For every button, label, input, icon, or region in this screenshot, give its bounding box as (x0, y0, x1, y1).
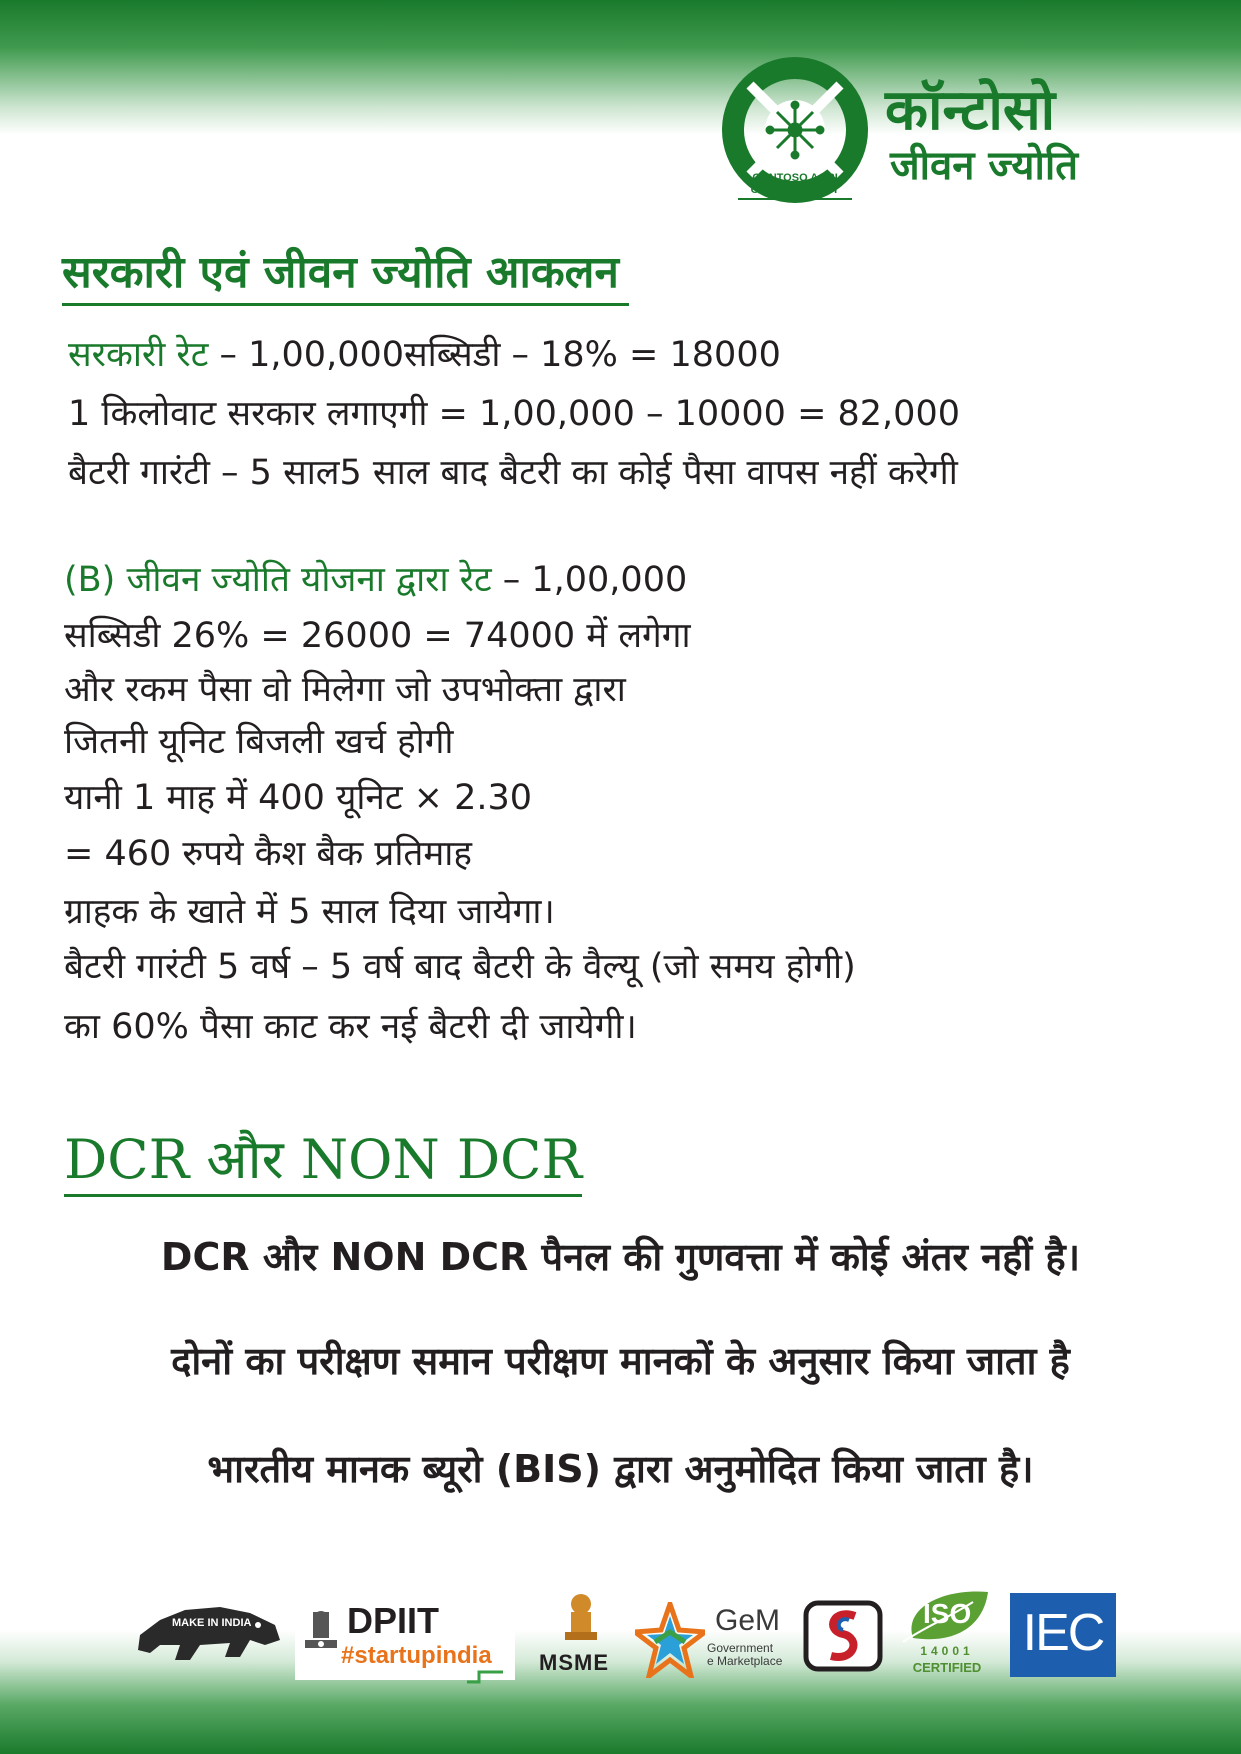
jj-line: का 60% पैसा काट कर नई बैटरी दी जायेगी। (64, 1007, 637, 1047)
section3-title: DCR और NON DCR (64, 1128, 582, 1197)
govt-rate-label: सरकारी रेट (68, 335, 209, 375)
bis-logo-icon (803, 1600, 883, 1672)
dpiit-title: DPIIT (347, 1600, 440, 1641)
dcr-line: DCR और NON DCR पैनल की गुणवत्ता में कोई अंतर नहीं है। (160, 1235, 1081, 1279)
jj-rate-label: (B) जीवन ज्योति योजना द्वारा रेट (64, 560, 492, 600)
govt-kilowatt-line: 1 किलोवाट सरकार लगाएगी = 1,00,000 – 10000 = 82,000 (68, 394, 960, 434)
make-in-india-logo (130, 1595, 290, 1665)
gem-title: GeM (715, 1604, 781, 1637)
msme-text: MSME (539, 1650, 609, 1675)
lion-icon (130, 1595, 290, 1665)
gem-sub-line2: e Marketplace (707, 1654, 783, 1668)
dpiit-startupindia-logo (295, 1598, 515, 1680)
jj-rate-value: – 1,00,000 (491, 560, 688, 600)
jj-line: सब्सिडी 26% = 26000 = 74000 में लगेगा (64, 616, 691, 656)
iec-logo (1010, 1593, 1116, 1677)
jj-line: जितनी यूनिट बिजली खर्च होगी (64, 722, 454, 762)
iso-number: 14001 (920, 1644, 974, 1658)
jj-line: = 460 रुपये कैश बैक प्रतिमाह (64, 834, 472, 874)
emblem-icon (551, 1590, 611, 1646)
govt-rate-value: – 1,00,000सब्सिडी – 18% = 18000 (208, 335, 781, 375)
gem-sub-line1: Government (707, 1641, 774, 1655)
logo-caption (738, 172, 852, 200)
govt-battery-line: बैटरी गारंटी – 5 साल5 साल बाद बैटरी का कोई पैसा वापस नहीं करेगी (68, 453, 958, 493)
make-in-india-text: MAKE IN INDIA (172, 1617, 252, 1629)
iso-14001-logo (893, 1588, 993, 1680)
msme-logo (535, 1590, 625, 1685)
brand-name: कॉन्टोसो (885, 78, 1056, 143)
dcr-line: भारतीय मानक ब्यूरो (BIS) द्वारा अनुमोदित किया जाता है। (207, 1447, 1034, 1491)
jj-line: बैटरी गारंटी 5 वर्ष – 5 वर्ष बाद बैटरी के वैल्यू (जो समय होगी) (64, 947, 856, 987)
iec-text: IEC (1022, 1604, 1104, 1662)
jj-line: ग्राहक के खाते में 5 साल दिया जायेगा। (64, 892, 555, 932)
jj-line: और रकम पैसा वो मिलेगा जो उपभोक्ता द्वारा (64, 670, 626, 710)
brand-subtitle: जीवन ज्योति (890, 143, 1079, 189)
jj-line: यानी 1 माह में 400 यूनिट × 2.30 (64, 778, 533, 818)
govt-rate-line (68, 333, 781, 377)
gem-subtitle (707, 1642, 782, 1668)
gem-logo (635, 1600, 790, 1680)
jj-rate-line (64, 558, 687, 602)
dcr-line: दोनों का परीक्षण समान परीक्षण मानकों के अनुसार किया जाता है (171, 1339, 1070, 1383)
startup-arrow-icon (465, 1668, 505, 1684)
gem-star-icon (635, 1602, 705, 1678)
startupindia-tag: #startupindia (341, 1642, 492, 1669)
emblem-icon (299, 1608, 343, 1668)
iso-title: ISO (923, 1598, 972, 1629)
logo-caption-line1: CONTOSO AGRI (752, 172, 838, 184)
section1-title: सरकारी एवं जीवन ज्योति आकलन (62, 245, 629, 306)
logo-caption-line2: GREEN ENERGY (750, 184, 840, 196)
iso-certified: CERTIFIED (912, 1660, 982, 1675)
